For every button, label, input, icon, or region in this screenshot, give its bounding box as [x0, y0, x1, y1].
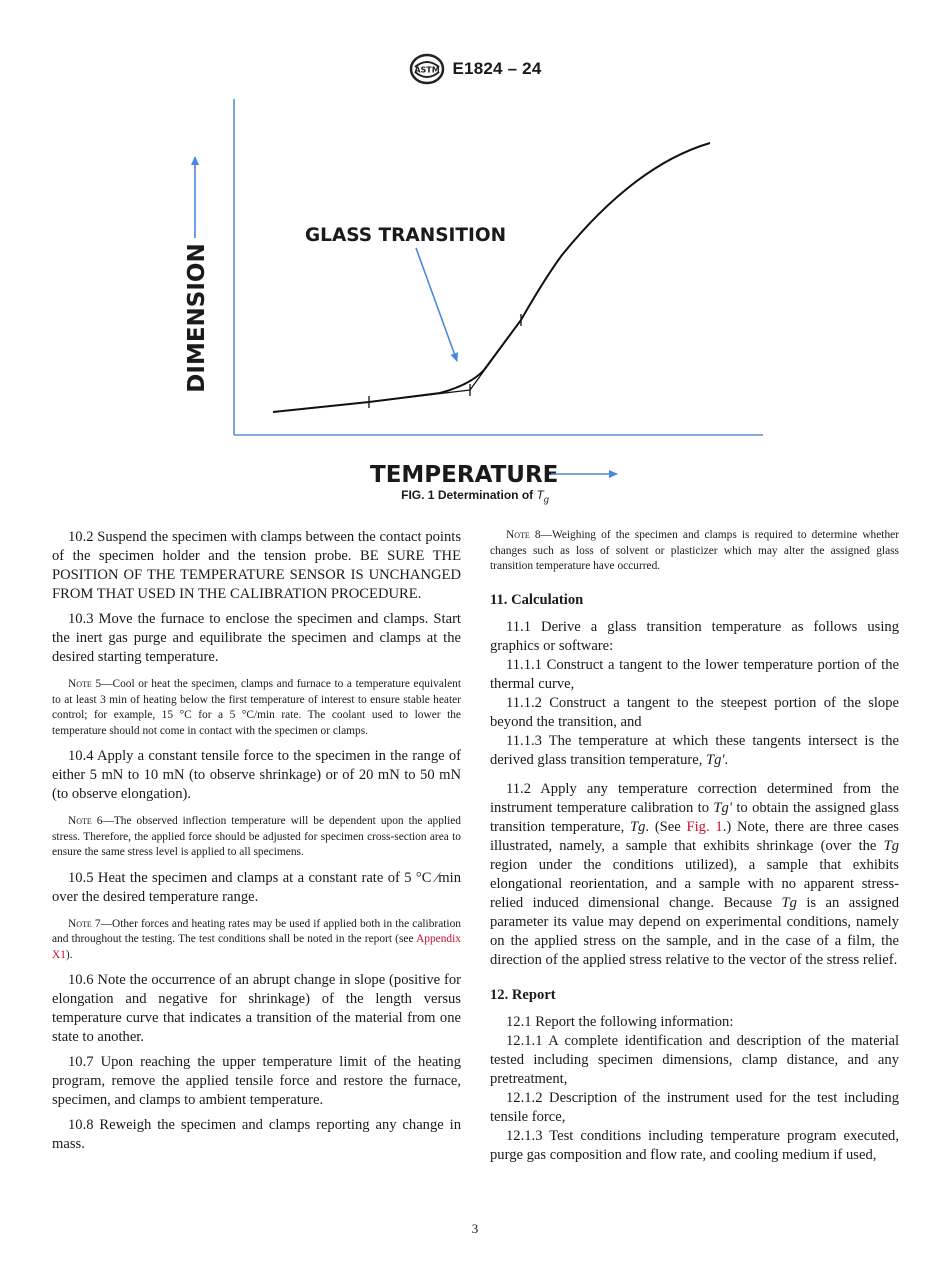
- thermal-curve: [273, 143, 710, 412]
- caption-subscript: g: [543, 494, 549, 505]
- paragraph-11-1-1: 11.1.1 Construct a tangent to the lower temperature portion of the thermal curve,: [490, 656, 899, 692]
- appendix-x1-link[interactable]: Appendix X1: [52, 933, 461, 961]
- astm-logo-icon: [409, 53, 445, 85]
- paragraph-10-5: 10.5 Heat the specimen and clamps at a constant rate of 5 °C ⁄min over the desired temperature range.: [52, 869, 461, 905]
- tg-prime-symbol: Tg': [706, 751, 725, 768]
- note-5-label: Note 5: [68, 678, 102, 690]
- tg-symbol: Tg: [781, 894, 797, 911]
- paragraph-11-1-3: [490, 732, 899, 770]
- x-axis-label: TEMPERATURE: [370, 462, 559, 488]
- paragraph-11-1-3-text: 11.1.3 The temperature at which these tangents intersect is the derived glass transition temperature,: [490, 732, 899, 768]
- note-6-label: Note 6: [68, 815, 103, 827]
- paragraph-10-7: 10.7 Upon reaching the upper temperature limit of the heating program, remove the applied tensile force and restore the furnace, specimen, and clamps to ambient temperature.: [52, 1054, 461, 1108]
- note-5: [52, 677, 461, 739]
- y-axis-label: DIMENSION: [184, 243, 210, 393]
- paragraph-11-1-3-end: .: [724, 751, 729, 768]
- tg-prime-symbol: Tg': [713, 799, 732, 816]
- paragraph-12-1-1: 12.1.1 A complete identification and description of the material tested including specimen dimensions, clamp distance, and any pretreatment,: [490, 1032, 899, 1087]
- note-8: [490, 528, 899, 575]
- section-12-title: 12. Report: [490, 986, 556, 1003]
- note-7: [52, 917, 461, 964]
- paragraph-11-2-b: to obtain the assigned glass transition temperature,: [490, 799, 899, 835]
- note-7-label: Note 7: [68, 917, 101, 930]
- paragraph-10-6: 10.6 Note the occurrence of an abrupt change in slope (positive for elongation and negative for shrinkage) of the length versus temperature curve that indicates a transition of the material from one state to another.: [52, 972, 461, 1045]
- tg-symbol: Tg: [883, 837, 899, 854]
- page-header: [0, 52, 950, 86]
- paragraph-12-1: 12.1 Report the following information:: [506, 1013, 734, 1030]
- paragraph-11-1: 11.1 Derive a glass transition temperature as follows using graphics or software:: [490, 618, 899, 654]
- paragraph-10-8: 10.8 Reweigh the specimen and clamps reporting any change in mass.: [52, 1117, 461, 1152]
- paragraph-11-1-2: 11.1.2 Construct a tangent to the steepest portion of the slope beyond the transition, and: [490, 694, 899, 730]
- left-column: [52, 528, 461, 1160]
- annotation-glass-transition: GLASS TRANSITION: [305, 225, 507, 246]
- paragraph-10-3: 10.3 Move the furnace to enclose the specimen and clamps. Start the inert gas purge and equilibrate the specimen and clamps at the desired starting temperature.: [52, 611, 461, 665]
- paragraph-11-2-a: 11.2 Apply any temperature correction determined from the instrument temperature calibration to: [490, 780, 899, 816]
- right-column: [490, 528, 899, 1165]
- caption-symbol: T: [536, 488, 544, 502]
- caption-prefix: FIG. 1 Determination of: [401, 488, 537, 502]
- note-6-text: —The observed inflection temperature will be dependent upon the applied stress. Therefore, the applied force should be adjusted for specimen cross-section area to ensure the same stress level is applied to all specimens.: [52, 815, 461, 858]
- paragraph-11-2-d: .) Note, there are three cases illustrated, namely, a sample that exhibits shrinkage (over the: [490, 818, 899, 854]
- figure-caption: [0, 488, 950, 504]
- paragraph-10-4: 10.4 Apply a constant tensile force to the specimen in the range of either 5 mN to 10 mN (to observe shrinkage) or of 20 mN to 50 mN (to observe elongation).: [52, 748, 461, 802]
- tg-symbol: Tg: [629, 818, 646, 835]
- section-11-title: 11. Calculation: [490, 591, 584, 608]
- paragraph-11-2-f: is an assigned parameter its value may depend on experimental conditions, namely on the applied stress on the sample, and in the case of a film, the direction of the applied stress relative to the vector of the stress relief.: [490, 894, 899, 968]
- note-8-text: —Weighing of the specimen and clamps is required to determine whether changes such as loss of solvent or plasticizer which may alter the assigned glass transition temperature have occurred.: [490, 529, 899, 572]
- note-7-text: —Other forces and heating rates may be used if applied both in the calibration and throughout the testing. The test conditions shall be noted in the report (see: [52, 917, 461, 945]
- figure-1-graph: [0, 90, 950, 510]
- steep-tangent: [470, 320, 521, 390]
- note-8-label: Note 8: [506, 529, 541, 541]
- fig-1-link[interactable]: Fig. 1: [686, 818, 723, 835]
- note-7-end: ).: [65, 948, 73, 961]
- lower-tangent: [369, 390, 470, 402]
- paragraph-12-1-2: 12.1.2 Description of the instrument used for the test including tensile force,: [490, 1089, 899, 1125]
- astm-logo-text: ASTM: [413, 65, 440, 75]
- note-5-text: —Cool or heat the specimen, clamps and furnace to a temperature equivalent to at least 3 min of heating below the first temperature of interest to ensure stable heater control; for example, 15 °C for a 5 °C/min rate. The coolant used to lower the temperature should not come in contact with the specimen or clamps.: [52, 678, 461, 737]
- note-6: [52, 814, 461, 861]
- paragraph-10-2: 10.2 Suspend the specimen with clamps between the contact points of the specimen holder and the tension probe. BE SURE THE POSITION OF THE TEMPERATURE SENSOR IS UNCHANGED FROM THAT USED IN THE CALIBRATION PROCEDURE.: [52, 529, 461, 602]
- glass-transition-arrow: [416, 248, 457, 361]
- paragraph-11-2: [490, 780, 899, 970]
- page-number: 3: [471, 1221, 479, 1236]
- paragraph-11-2-e: region under the conditions utilized), a sample that exhibits elongational reorientation, and a sample with no apparent stress-relied induced dimensional change. Because: [490, 856, 899, 911]
- standard-id: E1824 – 24: [452, 59, 542, 78]
- paragraph-12-1-3: 12.1.3 Test conditions including temperature program executed, purge gas composition and flow rate, and cooling medium if used,: [490, 1127, 899, 1163]
- paragraph-11-2-c: . (See: [645, 818, 687, 835]
